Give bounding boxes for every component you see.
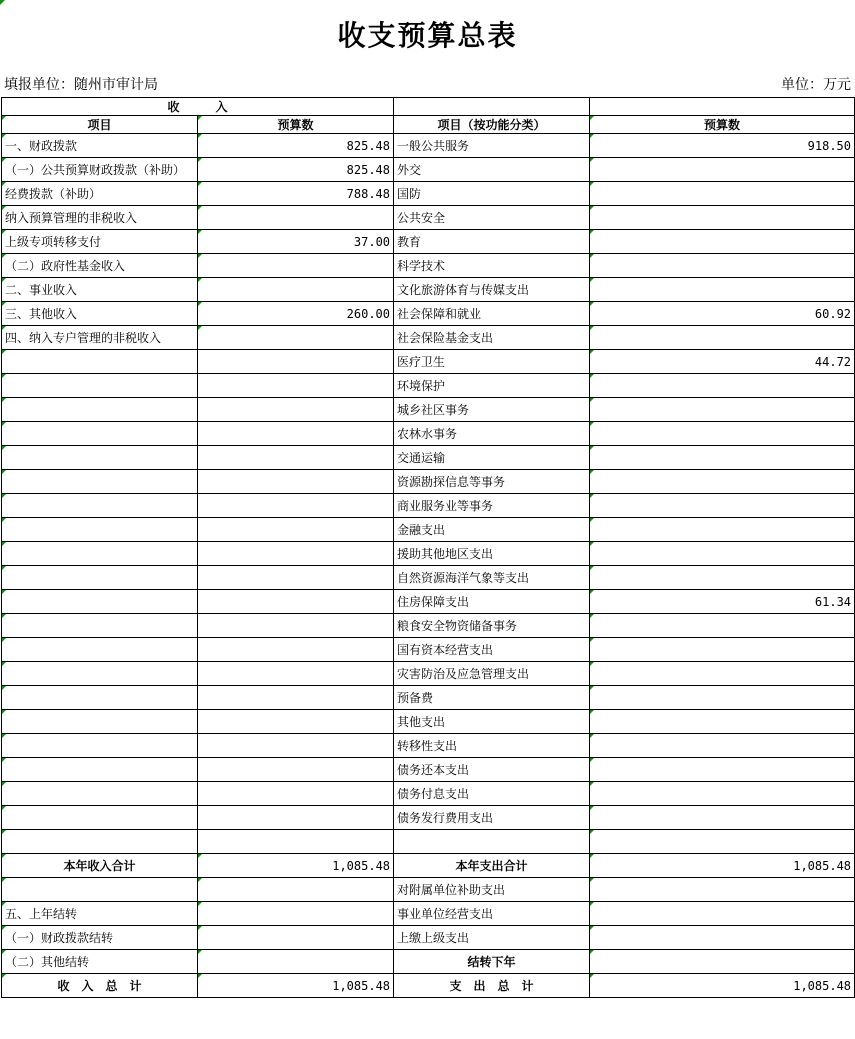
grand-total-row	[2, 974, 855, 998]
income-amount-cell	[198, 422, 394, 446]
table-row	[2, 182, 855, 206]
income-item-cell: 经费拨款（补助）	[2, 182, 198, 206]
income-item-cell: 五、上年结转	[2, 902, 198, 926]
expense-item-cell	[394, 830, 590, 854]
income-item-cell	[2, 614, 198, 638]
expense-item-cell: 事业单位经营支出	[394, 902, 590, 926]
table-row	[2, 278, 855, 302]
income-amount-cell	[198, 734, 394, 758]
expense-item-cell: 国防	[394, 182, 590, 206]
income-item-cell	[2, 782, 198, 806]
income-amount-cell: 260.00	[198, 302, 394, 326]
page-title: 收支预算总表	[337, 19, 518, 52]
expense-amount-cell	[590, 518, 855, 542]
income-item-cell: 收 入 总 计	[2, 974, 198, 998]
income-amount-cell	[198, 806, 394, 830]
expense-amount-cell	[590, 902, 855, 926]
income-amount-cell	[198, 926, 394, 950]
blank-cell	[590, 98, 855, 116]
col-header-expense-item: 项目（按功能分类）	[394, 116, 590, 134]
table-row	[2, 206, 855, 230]
expense-amount-cell	[590, 446, 855, 470]
income-item-cell: 二、事业收入	[2, 278, 198, 302]
expense-amount-cell	[590, 566, 855, 590]
expense-amount-cell	[590, 758, 855, 782]
table-row	[2, 350, 855, 374]
expense-item-cell: 援助其他地区支出	[394, 542, 590, 566]
income-item-cell: 本年收入合计	[2, 854, 198, 878]
income-amount-cell: 1,085.48	[198, 974, 394, 998]
expense-item-cell: 本年支出合计	[394, 854, 590, 878]
expense-amount-cell	[590, 878, 855, 902]
expense-amount-cell: 44.72	[590, 350, 855, 374]
income-item-cell	[2, 710, 198, 734]
page-corner-marker	[0, 0, 5, 5]
table-row	[2, 662, 855, 686]
income-item-cell	[2, 566, 198, 590]
income-amount-cell	[198, 614, 394, 638]
carryover-row	[2, 878, 855, 902]
income-amount-cell	[198, 686, 394, 710]
expense-amount-cell	[590, 182, 855, 206]
expense-item-cell: 城乡社区事务	[394, 398, 590, 422]
expense-item-cell: 住房保障支出	[394, 590, 590, 614]
expense-item-cell: 预备费	[394, 686, 590, 710]
expense-amount-cell	[590, 782, 855, 806]
income-amount-cell	[198, 758, 394, 782]
income-amount-cell	[198, 326, 394, 350]
expense-item-cell: 结转下年	[394, 950, 590, 974]
income-amount-cell	[198, 518, 394, 542]
income-amount-cell: 1,085.48	[198, 854, 394, 878]
income-item-cell	[2, 878, 198, 902]
expense-amount-cell	[590, 206, 855, 230]
expense-item-cell: 粮食安全物资储备事务	[394, 614, 590, 638]
expense-item-cell: 科学技术	[394, 254, 590, 278]
income-amount-cell	[198, 398, 394, 422]
income-item-cell	[2, 446, 198, 470]
expense-amount-cell	[590, 830, 855, 854]
expense-item-cell: 债务付息支出	[394, 782, 590, 806]
income-amount-cell: 37.00	[198, 230, 394, 254]
col-header-income-item: 项目	[2, 116, 198, 134]
income-amount-cell	[198, 278, 394, 302]
expense-amount-cell	[590, 230, 855, 254]
col-header-income-amount: 预算数	[198, 116, 394, 134]
expense-item-cell: 转移性支出	[394, 734, 590, 758]
expense-item-cell: 上缴上级支出	[394, 926, 590, 950]
expense-amount-cell	[590, 158, 855, 182]
income-item-cell	[2, 638, 198, 662]
table-row	[2, 686, 855, 710]
income-amount-cell	[198, 950, 394, 974]
expense-amount-cell	[590, 734, 855, 758]
expense-item-cell: 文化旅游体育与传媒支出	[394, 278, 590, 302]
income-amount-cell	[198, 446, 394, 470]
income-amount-cell	[198, 830, 394, 854]
income-item-cell: 四、纳入专户管理的非税收入	[2, 326, 198, 350]
blank-cell	[394, 98, 590, 116]
expense-amount-cell	[590, 614, 855, 638]
expense-amount-cell	[590, 638, 855, 662]
table-row	[2, 302, 855, 326]
income-item-cell	[2, 806, 198, 830]
table-row	[2, 158, 855, 182]
table-row	[2, 566, 855, 590]
income-amount-cell: 788.48	[198, 182, 394, 206]
income-item-cell	[2, 686, 198, 710]
income-item-cell	[2, 758, 198, 782]
expense-amount-cell: 61.34	[590, 590, 855, 614]
table-row	[2, 710, 855, 734]
table-row	[2, 638, 855, 662]
expense-amount-cell	[590, 326, 855, 350]
income-amount-cell: 825.48	[198, 158, 394, 182]
income-amount-cell	[198, 254, 394, 278]
table-row	[2, 830, 855, 854]
income-item-cell: 一、财政拨款	[2, 134, 198, 158]
expense-item-cell: 商业服务业等事务	[394, 494, 590, 518]
expense-item-cell: 国有资本经营支出	[394, 638, 590, 662]
expense-amount-cell	[590, 374, 855, 398]
expense-item-cell: 交通运输	[394, 446, 590, 470]
expense-item-cell: 公共安全	[394, 206, 590, 230]
expense-amount-cell	[590, 806, 855, 830]
income-item-cell: 上级专项转移支付	[2, 230, 198, 254]
expense-amount-cell	[590, 494, 855, 518]
income-amount-cell	[198, 566, 394, 590]
table-row	[2, 806, 855, 830]
expense-item-cell: 外交	[394, 158, 590, 182]
income-item-cell	[2, 542, 198, 566]
income-amount-cell	[198, 350, 394, 374]
income-item-cell	[2, 590, 198, 614]
income-item-cell: 三、其他收入	[2, 302, 198, 326]
column-header-row	[2, 116, 855, 134]
expense-item-cell: 灾害防治及应急管理支出	[394, 662, 590, 686]
table-row	[2, 758, 855, 782]
expense-item-cell: 其他支出	[394, 710, 590, 734]
income-item-cell: 纳入预算管理的非税收入	[2, 206, 198, 230]
income-item-cell: （一）财政拨款结转	[2, 926, 198, 950]
expense-amount-cell	[590, 686, 855, 710]
year-total-row	[2, 854, 855, 878]
income-item-cell	[2, 398, 198, 422]
expense-item-cell: 债务发行费用支出	[394, 806, 590, 830]
carryover-row	[2, 902, 855, 926]
table-row	[2, 230, 855, 254]
income-item-cell	[2, 470, 198, 494]
currency-unit: 单位：万元	[781, 77, 851, 93]
expense-item-cell: 自然资源海洋气象等支出	[394, 566, 590, 590]
expense-amount-cell: 1,085.48	[590, 974, 855, 998]
income-item-cell	[2, 662, 198, 686]
expense-item-cell: 教育	[394, 230, 590, 254]
expense-amount-cell	[590, 926, 855, 950]
table-row	[2, 782, 855, 806]
expense-amount-cell	[590, 278, 855, 302]
expense-amount-cell	[590, 950, 855, 974]
carryover-row	[2, 926, 855, 950]
expense-item-cell: 农林水事务	[394, 422, 590, 446]
carryover-row	[2, 950, 855, 974]
income-item-cell	[2, 830, 198, 854]
expense-item-cell: 社会保障和就业	[394, 302, 590, 326]
expense-item-cell: 医疗卫生	[394, 350, 590, 374]
income-item-cell	[2, 734, 198, 758]
income-item-cell	[2, 350, 198, 374]
income-amount-cell	[198, 542, 394, 566]
income-amount-cell	[198, 206, 394, 230]
table-row	[2, 494, 855, 518]
expense-amount-cell	[590, 710, 855, 734]
income-amount-cell	[198, 638, 394, 662]
expense-item-cell: 一般公共服务	[394, 134, 590, 158]
income-item-cell	[2, 374, 198, 398]
expense-item-cell: 对附属单位补助支出	[394, 878, 590, 902]
expense-amount-cell	[590, 542, 855, 566]
income-amount-cell	[198, 662, 394, 686]
table-row	[2, 134, 855, 158]
table-row	[2, 446, 855, 470]
expense-item-cell: 资源勘探信息等事务	[394, 470, 590, 494]
income-item-cell: （二）政府性基金收入	[2, 254, 198, 278]
expense-item-cell: 债务还本支出	[394, 758, 590, 782]
table-row	[2, 542, 855, 566]
income-item-cell	[2, 494, 198, 518]
col-header-expense-amount: 预算数	[590, 116, 855, 134]
table-row	[2, 518, 855, 542]
income-amount-cell	[198, 878, 394, 902]
income-amount-cell	[198, 470, 394, 494]
income-item-cell	[2, 422, 198, 446]
income-amount-cell	[198, 782, 394, 806]
expense-amount-cell	[590, 662, 855, 686]
income-amount-cell	[198, 902, 394, 926]
table-row	[2, 326, 855, 350]
expense-item-cell: 金融支出	[394, 518, 590, 542]
income-item-cell	[2, 518, 198, 542]
income-amount-cell	[198, 494, 394, 518]
income-amount-cell: 825.48	[198, 134, 394, 158]
table-row	[2, 398, 855, 422]
table-row	[2, 374, 855, 398]
section-header-row	[2, 98, 855, 116]
income-section-header: 收 入	[2, 98, 394, 116]
table-row	[2, 422, 855, 446]
expense-item-cell: 社会保险基金支出	[394, 326, 590, 350]
income-item-cell: （一）公共预算财政拨款（补助）	[2, 158, 198, 182]
reporting-unit: 填报单位：随州市审计局	[4, 77, 158, 93]
expense-amount-cell: 918.50	[590, 134, 855, 158]
expense-amount-cell	[590, 422, 855, 446]
table-row	[2, 254, 855, 278]
expense-amount-cell: 1,085.48	[590, 854, 855, 878]
table-row	[2, 614, 855, 638]
income-item-cell: （二）其他结转	[2, 950, 198, 974]
table-row	[2, 470, 855, 494]
income-amount-cell	[198, 374, 394, 398]
expense-amount-cell	[590, 398, 855, 422]
table-row	[2, 734, 855, 758]
expense-amount-cell	[590, 254, 855, 278]
income-amount-cell	[198, 710, 394, 734]
expense-item-cell: 支 出 总 计	[394, 974, 590, 998]
expense-item-cell: 环境保护	[394, 374, 590, 398]
expense-amount-cell: 60.92	[590, 302, 855, 326]
budget-summary-table	[1, 97, 855, 998]
income-amount-cell	[198, 590, 394, 614]
table-row	[2, 590, 855, 614]
expense-amount-cell	[590, 470, 855, 494]
